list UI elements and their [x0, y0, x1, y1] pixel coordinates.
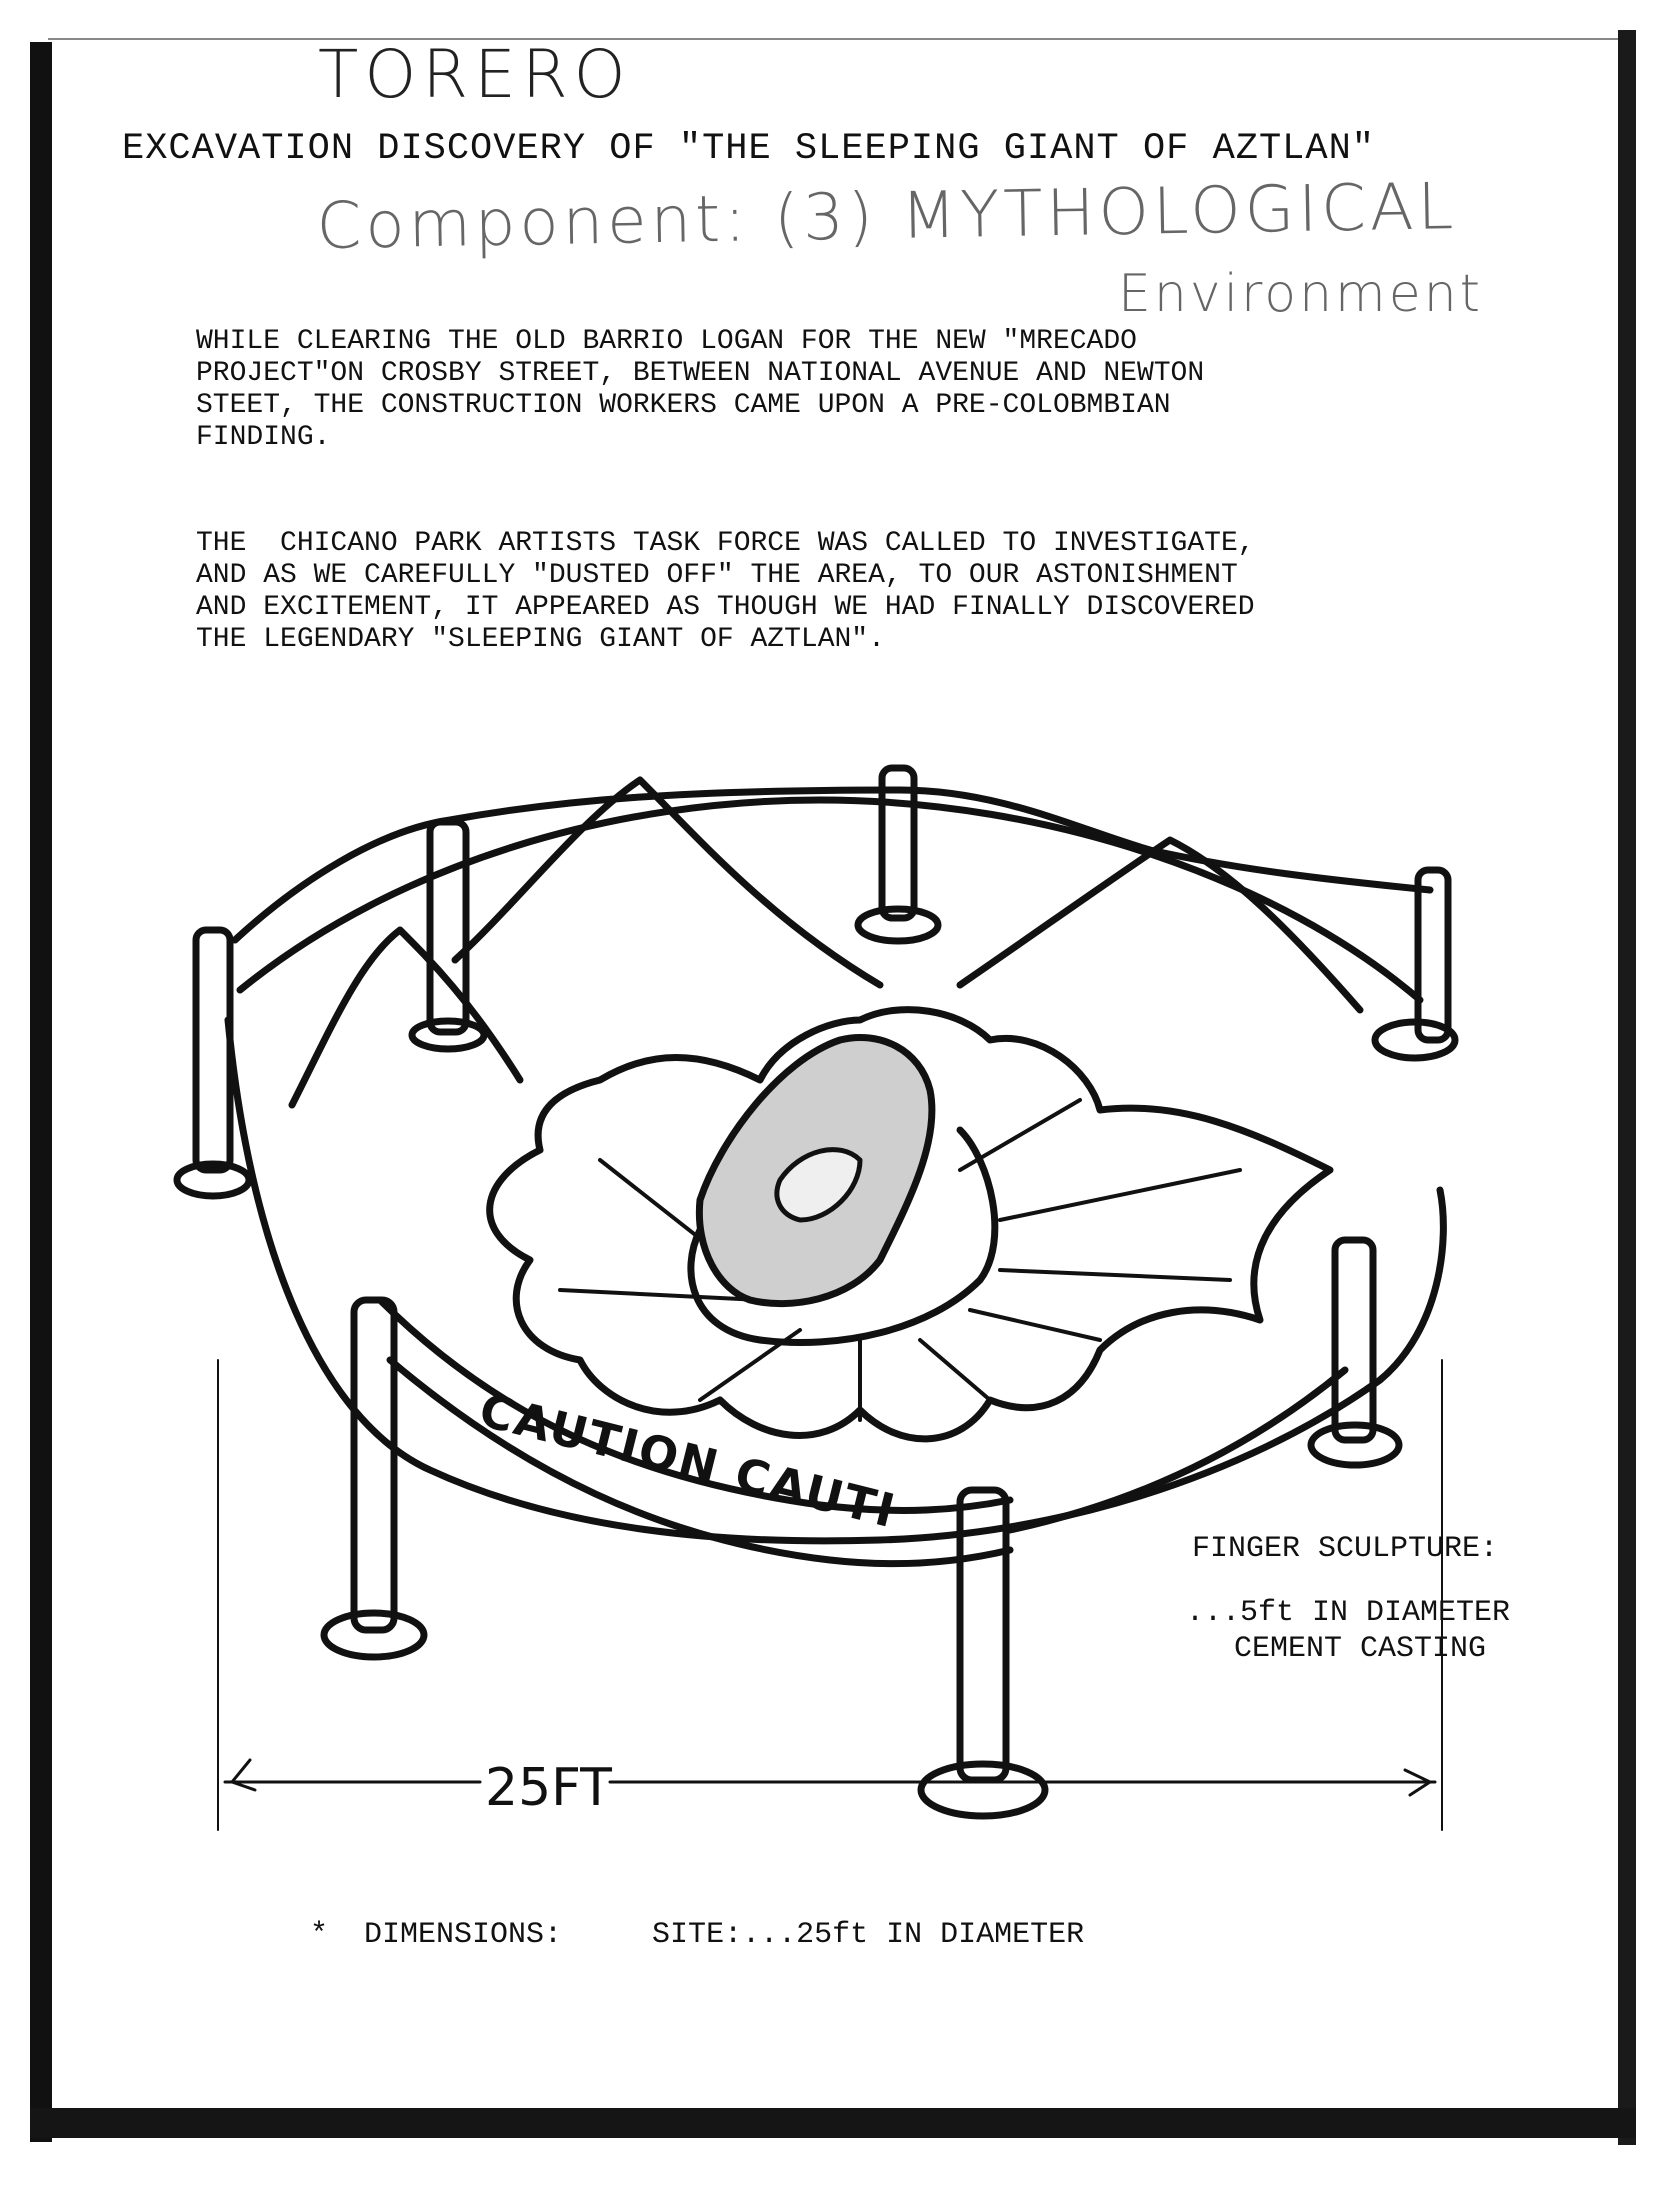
document-title: EXCAVATION DISCOVERY OF "THE SLEEPING GIANT OF AZTLAN" [122, 128, 1375, 170]
finger-sculpture-material: CEMENT CASTING [1234, 1632, 1487, 1666]
handwritten-environment-note: Environment [1118, 264, 1484, 324]
finger-sculpture-label: FINGER SCULPTURE: [1192, 1532, 1499, 1566]
rope-front-right [1010, 1370, 1345, 1530]
site-dimensions: * DIMENSIONS: SITE:...25ft IN DIAMETER [310, 1918, 1085, 1952]
handwritten-torero-note: TORERO [318, 36, 632, 113]
paragraph-task-force: THE CHICANO PARK ARTISTS TASK FORCE WAS CALLED TO INVESTIGATE, AND AS WE CAREFULLY "DUSTED OFF" THE AREA, TO OUR ASTONISHMENT AND EXCITEMENT, IT APPEARED AS THOUGH WE HAD FINALLY DISCOVERED THE LEGENDARY "SLEEPING GIANT OF AZTLAN". [196, 528, 1255, 655]
dimension-arrow-left [232, 1760, 255, 1790]
caution-tape-text: CAUTION CAUTI [474, 1382, 902, 1539]
mountain-right [960, 840, 1360, 1010]
handwritten-component-note: Component: (3) MYTHOLOGICAL [316, 170, 1458, 264]
finger-sculpture-diameter: ...5ft IN DIAMETER [1186, 1596, 1511, 1630]
mountain-left [292, 930, 520, 1105]
paragraph-discovery: WHILE CLEARING THE OLD BARRIO LOGAN FOR THE NEW "MRECADO PROJECT"ON CROSBY STREET, BETWEEN NATIONAL AVENUE AND NEWTON STEET, THE CONSTRUCTION WORKERS CAME UPON A PRE-COLOBMBIAN FINDING. [196, 326, 1205, 453]
dimension-label-25ft: 25FT [485, 1758, 612, 1818]
barrier-rope-back [235, 790, 1430, 940]
